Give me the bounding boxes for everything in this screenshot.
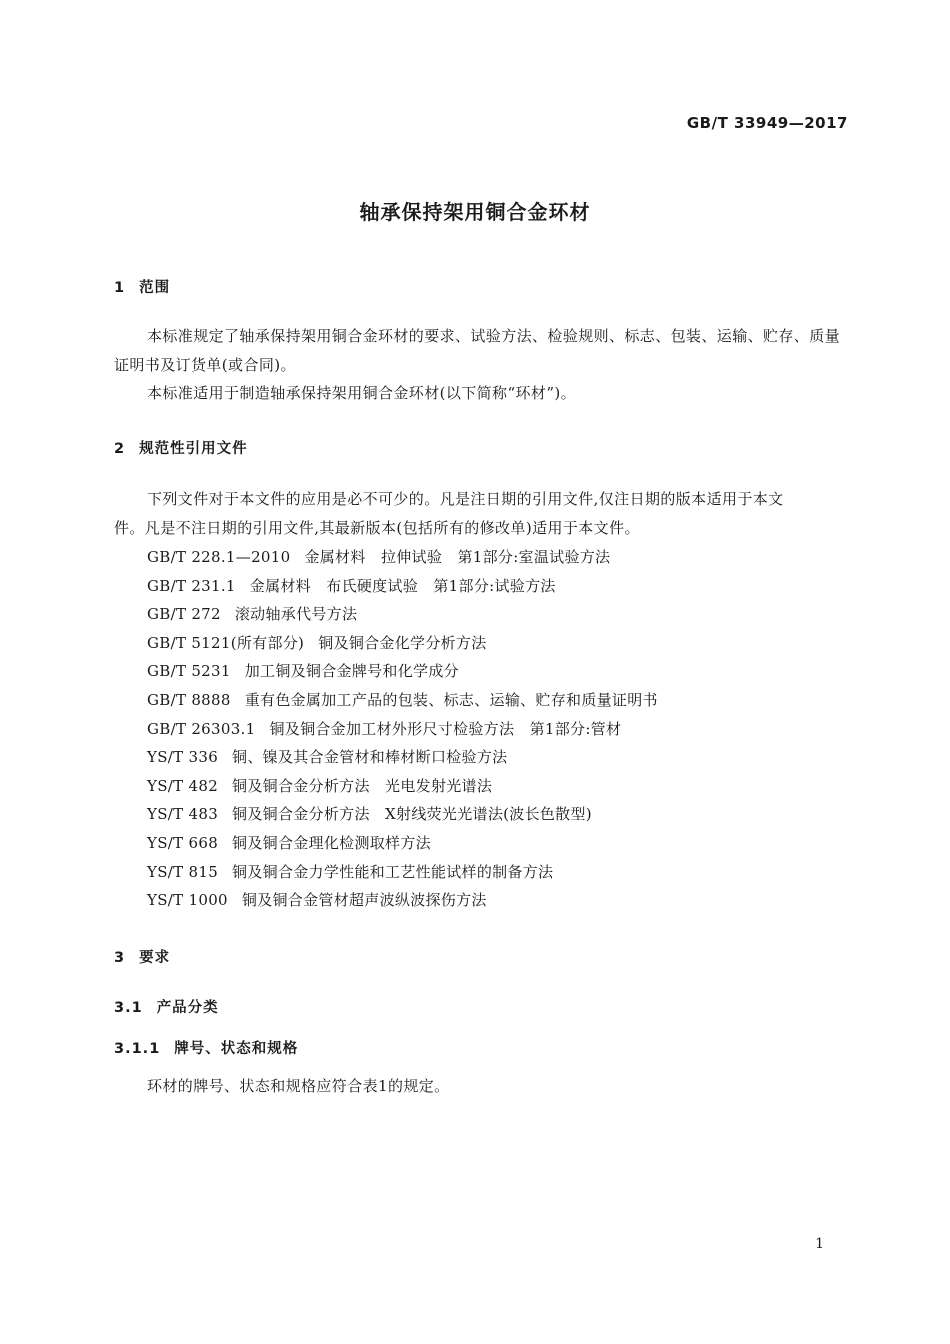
reference-name: 重有色金属加工产品的包装、标志、运输、贮存和质量证明书: [244, 690, 658, 709]
section-2-heading: [114, 437, 248, 458]
document-title: 轴承保持架用铜合金环材: [359, 200, 591, 224]
grade-spec-text: 环材的牌号、状态和规格应符合表1的规定。: [147, 1077, 450, 1095]
reference-code: GB/T 272: [147, 605, 221, 624]
section-3-heading: [114, 946, 170, 967]
reference-code: GB/T 5121(所有部分): [147, 633, 305, 652]
reference-name: 铜及铜合金管材超声波纵波探伤方法: [241, 891, 487, 910]
reference-item: [147, 886, 658, 915]
reference-item: [147, 686, 658, 715]
reference-code: GB/T 228.1—2010: [147, 548, 291, 566]
reference-name: 铜及铜合金加工材外形尺寸检验方法 第1部分:管材: [269, 719, 622, 738]
reference-name: 铜及铜合金理化检测取样方法: [232, 833, 431, 852]
reference-item: [147, 543, 658, 572]
reference-code: YS/T 815: [147, 862, 219, 881]
reference-item: [147, 800, 658, 829]
reference-item: [147, 629, 658, 658]
section-number: 3: [114, 950, 126, 966]
reference-code: GB/T 8888: [147, 690, 231, 709]
reference-item: [147, 657, 658, 686]
reference-code: GB/T 5231: [147, 662, 231, 681]
reference-item: [147, 572, 658, 601]
reference-code: GB/T 231.1: [147, 576, 236, 595]
reference-item: [147, 858, 658, 887]
section-number: 3.1.1: [114, 1041, 161, 1057]
page-number: 1: [815, 1236, 824, 1252]
scope-text-line-3: 本标准适用于制造轴承保持架用铜合金环材(以下简称“环材”)。: [147, 384, 577, 403]
reference-name: 加工铜及铜合金牌号和化学成分: [244, 662, 459, 681]
reference-item: [147, 715, 658, 744]
reference-name: 滚动轴承代号方法: [234, 605, 358, 624]
section-title: 产品分类: [156, 1000, 219, 1016]
section-number: 3.1: [114, 1000, 143, 1016]
reference-item: [147, 743, 658, 772]
reference-item: [147, 772, 658, 801]
grade-spec-paragraph: [114, 1072, 850, 1101]
reference-name: 铜及铜合金力学性能和工艺性能试样的制备方法: [232, 862, 554, 881]
reference-item: [147, 600, 658, 629]
reference-name: 铜及铜合金化学分析方法: [318, 633, 487, 652]
section-title: 规范性引用文件: [139, 441, 248, 457]
reference-code: YS/T 483: [147, 805, 219, 824]
references-intro-line-1: 下列文件对于本文件的应用是必不可少的。凡是注日期的引用文件,仅注日期的版本适用于本文: [147, 490, 784, 508]
reference-item: [147, 829, 658, 858]
reference-name: 金属材料 布氏硬度试验 第1部分:试验方法: [249, 576, 556, 595]
reference-code: GB/T 26303.1: [147, 719, 256, 738]
section-number: 2: [114, 441, 126, 457]
reference-code: YS/T 668: [147, 833, 219, 852]
scope-text-line-1: 本标准规定了轴承保持架用铜合金环材的要求、试验方法、检验规则、标志、包装、运输、贮存、质量: [147, 327, 841, 345]
section-title: 牌号、状态和规格: [174, 1041, 299, 1057]
section-3-1-heading: [114, 996, 219, 1017]
references-intro-line-2: 件。凡是不注日期的引用文件,其最新版本(包括所有的修改单)适用于本文件。: [114, 518, 640, 537]
reference-code: YS/T 482: [147, 776, 219, 795]
standard-number: GB/T 33949—2017: [686, 114, 848, 132]
section-3-1-1-heading: [114, 1037, 298, 1058]
reference-code: YS/T 336: [147, 748, 219, 767]
section-1-heading: [114, 276, 170, 297]
reference-list: [147, 543, 658, 915]
section-title: 范围: [139, 280, 171, 296]
section-number: 1: [114, 280, 126, 296]
reference-name: 铜、镍及其合金管材和棒材断口检验方法: [232, 748, 508, 767]
section-title: 要求: [139, 950, 171, 966]
reference-name: 金属材料 拉伸试验 第1部分:室温试验方法: [304, 548, 611, 566]
scope-paragraph: [114, 322, 850, 408]
reference-code: YS/T 1000: [147, 891, 228, 910]
reference-name: 铜及铜合金分析方法 X射线荧光光谱法(波长色散型): [232, 805, 592, 824]
reference-name: 铜及铜合金分析方法 光电发射光谱法: [232, 776, 493, 795]
scope-text-line-2: 证明书及订货单(或合同)。: [114, 355, 296, 374]
references-intro: [114, 485, 850, 542]
